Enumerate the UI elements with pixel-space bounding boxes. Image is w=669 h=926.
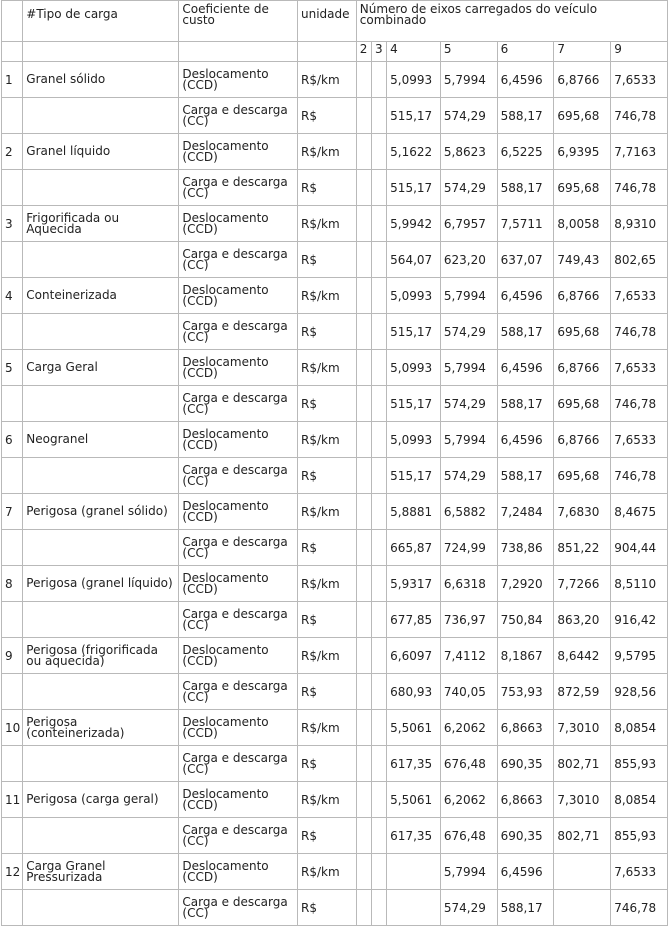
coef-deslocamento: Deslocamento (CCD)	[179, 350, 298, 386]
unidade-r: R$	[297, 386, 356, 422]
tipo-de-carga: Perigosa (frigorificada ou aquecida)	[23, 638, 179, 674]
row-number: 11	[2, 782, 23, 818]
row-number: 5	[2, 350, 23, 386]
unidade-r: R$	[297, 242, 356, 278]
value-cell	[371, 602, 386, 638]
coef-deslocamento: Deslocamento (CCD)	[179, 422, 298, 458]
value-cell: 746,78	[611, 170, 668, 206]
value-cell: 8,6442	[554, 638, 611, 674]
value-cell	[371, 530, 386, 566]
value-cell	[356, 782, 371, 818]
value-cell	[371, 170, 386, 206]
value-cell	[356, 386, 371, 422]
value-cell: 623,20	[440, 242, 497, 278]
value-cell: 515,17	[387, 98, 441, 134]
value-cell	[371, 890, 386, 926]
tipo-de-carga: Neogranel	[23, 422, 179, 458]
value-cell: 677,85	[387, 602, 441, 638]
row-number: 8	[2, 566, 23, 602]
value-cell: 736,97	[440, 602, 497, 638]
table-row	[2, 530, 668, 566]
value-cell: 574,29	[440, 458, 497, 494]
value-cell: 5,0993	[387, 422, 441, 458]
value-cell: 5,7994	[440, 422, 497, 458]
value-cell: 5,9942	[387, 206, 441, 242]
table-row	[2, 494, 668, 530]
value-cell: 916,42	[611, 602, 668, 638]
table-row	[2, 62, 668, 98]
value-cell: 8,1867	[497, 638, 554, 674]
table-row	[2, 458, 668, 494]
value-cell	[356, 206, 371, 242]
value-cell	[371, 422, 386, 458]
value-cell	[356, 710, 371, 746]
table-row	[2, 386, 668, 422]
value-cell: 5,9317	[387, 566, 441, 602]
unidade-km: R$/km	[297, 710, 356, 746]
unidade-r: R$	[297, 818, 356, 854]
value-cell: 6,4596	[497, 350, 554, 386]
value-cell: 515,17	[387, 170, 441, 206]
coef-carga-descarga: Carga e descarga (CC)	[179, 242, 298, 278]
value-cell	[356, 314, 371, 350]
value-cell: 6,2062	[440, 710, 497, 746]
tipo-de-carga: Granel sólido	[23, 62, 179, 98]
value-cell: 6,8766	[554, 62, 611, 98]
table-row	[2, 242, 668, 278]
coef-carga-descarga: Carga e descarga (CC)	[179, 818, 298, 854]
value-cell	[356, 422, 371, 458]
value-cell: 6,7957	[440, 206, 497, 242]
coef-carga-descarga: Carga e descarga (CC)	[179, 674, 298, 710]
unidade-r: R$	[297, 458, 356, 494]
value-cell	[387, 890, 441, 926]
value-cell	[554, 890, 611, 926]
value-cell: 6,5225	[497, 134, 554, 170]
value-cell	[356, 818, 371, 854]
coef-deslocamento: Deslocamento (CCD)	[179, 62, 298, 98]
value-cell	[356, 170, 371, 206]
value-cell	[356, 566, 371, 602]
unidade-km: R$/km	[297, 134, 356, 170]
row-number: 12	[2, 854, 23, 890]
value-cell: 5,8623	[440, 134, 497, 170]
value-cell	[356, 746, 371, 782]
axle-9: 9	[611, 42, 668, 62]
value-cell: 7,6533	[611, 422, 668, 458]
coef-deslocamento: Deslocamento (CCD)	[179, 494, 298, 530]
value-cell: 746,78	[611, 458, 668, 494]
value-cell: 6,2062	[440, 782, 497, 818]
value-cell: 855,93	[611, 746, 668, 782]
value-cell: 753,93	[497, 674, 554, 710]
value-cell: 8,4675	[611, 494, 668, 530]
table-row	[2, 134, 668, 170]
value-cell: 515,17	[387, 386, 441, 422]
tipo-de-carga: Frigorificada ou Aquecida	[23, 206, 179, 242]
table-row	[2, 818, 668, 854]
axle-4: 4	[387, 42, 441, 62]
coef-carga-descarga: Carga e descarga (CC)	[179, 890, 298, 926]
header-row	[2, 1, 668, 42]
coef-deslocamento: Deslocamento (CCD)	[179, 710, 298, 746]
coef-deslocamento: Deslocamento (CCD)	[179, 278, 298, 314]
table-row	[2, 782, 668, 818]
value-cell: 5,1622	[387, 134, 441, 170]
table-row	[2, 170, 668, 206]
row-number: 1	[2, 62, 23, 98]
value-cell: 738,86	[497, 530, 554, 566]
value-cell	[371, 566, 386, 602]
value-cell	[356, 458, 371, 494]
value-cell: 5,0993	[387, 350, 441, 386]
value-cell: 5,8881	[387, 494, 441, 530]
value-cell: 6,8766	[554, 422, 611, 458]
value-cell: 588,17	[497, 890, 554, 926]
tipo-de-carga: Carga Granel Pressurizada	[23, 854, 179, 890]
value-cell: 8,5110	[611, 566, 668, 602]
header-num	[2, 1, 23, 42]
value-cell: 863,20	[554, 602, 611, 638]
table-row	[2, 314, 668, 350]
coef-carga-descarga: Carga e descarga (CC)	[179, 314, 298, 350]
unidade-km: R$/km	[297, 206, 356, 242]
unidade-km: R$/km	[297, 638, 356, 674]
value-cell	[554, 854, 611, 890]
table-row	[2, 350, 668, 386]
value-cell: 5,7994	[440, 854, 497, 890]
value-cell: 740,05	[440, 674, 497, 710]
value-cell: 7,7163	[611, 134, 668, 170]
value-cell: 574,29	[440, 314, 497, 350]
value-cell	[371, 458, 386, 494]
unidade-r: R$	[297, 314, 356, 350]
value-cell: 588,17	[497, 386, 554, 422]
value-cell: 690,35	[497, 818, 554, 854]
value-cell: 855,93	[611, 818, 668, 854]
value-cell: 7,6533	[611, 350, 668, 386]
value-cell: 617,35	[387, 818, 441, 854]
unidade-km: R$/km	[297, 854, 356, 890]
value-cell	[371, 674, 386, 710]
table-row	[2, 638, 668, 674]
value-cell: 8,0854	[611, 782, 668, 818]
unidade-km: R$/km	[297, 782, 356, 818]
unidade-r: R$	[297, 98, 356, 134]
row-number: 2	[2, 134, 23, 170]
value-cell	[356, 98, 371, 134]
tipo-de-carga: Perigosa (carga geral)	[23, 782, 179, 818]
value-cell: 7,7266	[554, 566, 611, 602]
value-cell: 5,7994	[440, 278, 497, 314]
axle-5: 5	[440, 42, 497, 62]
value-cell: 637,07	[497, 242, 554, 278]
table-row	[2, 422, 668, 458]
value-cell: 6,8663	[497, 782, 554, 818]
value-cell: 5,5061	[387, 782, 441, 818]
value-cell	[371, 854, 386, 890]
value-cell	[356, 530, 371, 566]
tipo-de-carga: Perigosa (granel líquido)	[23, 566, 179, 602]
value-cell: 802,65	[611, 242, 668, 278]
coef-deslocamento: Deslocamento (CCD)	[179, 134, 298, 170]
value-cell: 7,6830	[554, 494, 611, 530]
tipo-de-carga: Perigosa (conteinerizada)	[23, 710, 179, 746]
value-cell: 7,6533	[611, 62, 668, 98]
value-cell: 6,8663	[497, 710, 554, 746]
tipo-de-carga: Granel líquido	[23, 134, 179, 170]
value-cell	[356, 242, 371, 278]
header-eixos: Número de eixos carregados do veículo combinado	[356, 1, 667, 42]
value-cell: 6,5882	[440, 494, 497, 530]
value-cell	[356, 602, 371, 638]
value-cell	[371, 782, 386, 818]
value-cell: 574,29	[440, 890, 497, 926]
value-cell: 746,78	[611, 890, 668, 926]
unidade-km: R$/km	[297, 422, 356, 458]
tipo-de-carga: Conteinerizada	[23, 278, 179, 314]
freight-cost-table	[1, 0, 668, 926]
value-cell: 8,0854	[611, 710, 668, 746]
value-cell: 574,29	[440, 386, 497, 422]
value-cell: 695,68	[554, 458, 611, 494]
value-cell: 7,4112	[440, 638, 497, 674]
header-tipo: #Tipo de carga	[23, 1, 179, 42]
table-row	[2, 746, 668, 782]
value-cell: 5,7994	[440, 62, 497, 98]
unidade-r: R$	[297, 602, 356, 638]
value-cell: 7,6533	[611, 278, 668, 314]
value-cell	[371, 278, 386, 314]
value-cell	[371, 206, 386, 242]
value-cell: 574,29	[440, 98, 497, 134]
table-row	[2, 890, 668, 926]
value-cell: 749,43	[554, 242, 611, 278]
value-cell: 5,0993	[387, 278, 441, 314]
value-cell: 515,17	[387, 314, 441, 350]
unidade-r: R$	[297, 170, 356, 206]
value-cell	[371, 818, 386, 854]
axle-2: 2	[356, 42, 371, 62]
axle-6: 6	[497, 42, 554, 62]
value-cell: 588,17	[497, 458, 554, 494]
table-row	[2, 674, 668, 710]
value-cell: 564,07	[387, 242, 441, 278]
value-cell: 6,4596	[497, 854, 554, 890]
tipo-de-carga: Perigosa (granel sólido)	[23, 494, 179, 530]
value-cell: 802,71	[554, 818, 611, 854]
coef-carga-descarga: Carga e descarga (CC)	[179, 170, 298, 206]
unidade-km: R$/km	[297, 278, 356, 314]
axle-header-row	[2, 42, 668, 62]
table-row	[2, 566, 668, 602]
axle-3: 3	[371, 42, 386, 62]
value-cell	[356, 494, 371, 530]
value-cell: 6,4596	[497, 62, 554, 98]
value-cell	[356, 278, 371, 314]
value-cell: 746,78	[611, 98, 668, 134]
value-cell: 6,9395	[554, 134, 611, 170]
value-cell: 872,59	[554, 674, 611, 710]
value-cell: 928,56	[611, 674, 668, 710]
value-cell	[356, 890, 371, 926]
value-cell	[356, 674, 371, 710]
value-cell	[371, 314, 386, 350]
value-cell: 690,35	[497, 746, 554, 782]
coef-carga-descarga: Carga e descarga (CC)	[179, 530, 298, 566]
value-cell: 8,0058	[554, 206, 611, 242]
value-cell: 6,6318	[440, 566, 497, 602]
unidade-km: R$/km	[297, 566, 356, 602]
table-row	[2, 710, 668, 746]
value-cell: 695,68	[554, 314, 611, 350]
value-cell	[356, 350, 371, 386]
unidade-r: R$	[297, 530, 356, 566]
table-row	[2, 98, 668, 134]
coef-carga-descarga: Carga e descarga (CC)	[179, 746, 298, 782]
value-cell	[356, 638, 371, 674]
value-cell	[371, 746, 386, 782]
value-cell: 574,29	[440, 170, 497, 206]
value-cell: 665,87	[387, 530, 441, 566]
value-cell	[371, 494, 386, 530]
unidade-r: R$	[297, 746, 356, 782]
value-cell: 515,17	[387, 458, 441, 494]
value-cell	[371, 62, 386, 98]
coef-deslocamento: Deslocamento (CCD)	[179, 206, 298, 242]
value-cell	[356, 62, 371, 98]
value-cell: 7,2920	[497, 566, 554, 602]
value-cell	[356, 134, 371, 170]
value-cell	[356, 854, 371, 890]
coef-deslocamento: Deslocamento (CCD)	[179, 638, 298, 674]
header-unidade: unidade	[297, 1, 356, 42]
row-number: 6	[2, 422, 23, 458]
value-cell: 5,0993	[387, 62, 441, 98]
value-cell: 588,17	[497, 98, 554, 134]
value-cell: 680,93	[387, 674, 441, 710]
unidade-km: R$/km	[297, 62, 356, 98]
tipo-de-carga: Carga Geral	[23, 350, 179, 386]
coef-deslocamento: Deslocamento (CCD)	[179, 782, 298, 818]
value-cell: 750,84	[497, 602, 554, 638]
value-cell: 7,5711	[497, 206, 554, 242]
value-cell: 695,68	[554, 386, 611, 422]
value-cell: 588,17	[497, 314, 554, 350]
value-cell: 7,3010	[554, 782, 611, 818]
unidade-km: R$/km	[297, 350, 356, 386]
value-cell: 746,78	[611, 386, 668, 422]
value-cell	[371, 710, 386, 746]
value-cell: 851,22	[554, 530, 611, 566]
value-cell	[371, 638, 386, 674]
coef-carga-descarga: Carga e descarga (CC)	[179, 602, 298, 638]
table-row	[2, 602, 668, 638]
row-number: 9	[2, 638, 23, 674]
value-cell	[371, 134, 386, 170]
value-cell: 5,7994	[440, 350, 497, 386]
table-body	[2, 62, 668, 926]
value-cell: 746,78	[611, 314, 668, 350]
value-cell: 904,44	[611, 530, 668, 566]
value-cell: 676,48	[440, 818, 497, 854]
value-cell	[371, 386, 386, 422]
unidade-r: R$	[297, 674, 356, 710]
value-cell	[387, 854, 441, 890]
row-number: 3	[2, 206, 23, 242]
coef-carga-descarga: Carga e descarga (CC)	[179, 386, 298, 422]
value-cell: 6,6097	[387, 638, 441, 674]
axle-7: 7	[554, 42, 611, 62]
unidade-km: R$/km	[297, 494, 356, 530]
row-number: 7	[2, 494, 23, 530]
unidade-r: R$	[297, 890, 356, 926]
value-cell: 7,6533	[611, 854, 668, 890]
coef-deslocamento: Deslocamento (CCD)	[179, 566, 298, 602]
value-cell	[371, 98, 386, 134]
value-cell	[371, 350, 386, 386]
value-cell: 6,8766	[554, 350, 611, 386]
table-row	[2, 278, 668, 314]
value-cell: 695,68	[554, 170, 611, 206]
value-cell: 724,99	[440, 530, 497, 566]
value-cell: 802,71	[554, 746, 611, 782]
value-cell: 617,35	[387, 746, 441, 782]
value-cell: 7,3010	[554, 710, 611, 746]
table-row	[2, 854, 668, 890]
coef-carga-descarga: Carga e descarga (CC)	[179, 98, 298, 134]
value-cell: 676,48	[440, 746, 497, 782]
row-number: 4	[2, 278, 23, 314]
value-cell: 6,4596	[497, 278, 554, 314]
value-cell: 6,8766	[554, 278, 611, 314]
header-coeficiente: Coeficiente de custo	[179, 1, 298, 42]
value-cell: 588,17	[497, 170, 554, 206]
coef-carga-descarga: Carga e descarga (CC)	[179, 458, 298, 494]
value-cell: 7,2484	[497, 494, 554, 530]
value-cell: 8,9310	[611, 206, 668, 242]
table-row	[2, 206, 668, 242]
row-number: 10	[2, 710, 23, 746]
coef-deslocamento: Deslocamento (CCD)	[179, 854, 298, 890]
value-cell: 6,4596	[497, 422, 554, 458]
value-cell: 9,5795	[611, 638, 668, 674]
value-cell: 695,68	[554, 98, 611, 134]
value-cell	[371, 242, 386, 278]
value-cell: 5,5061	[387, 710, 441, 746]
